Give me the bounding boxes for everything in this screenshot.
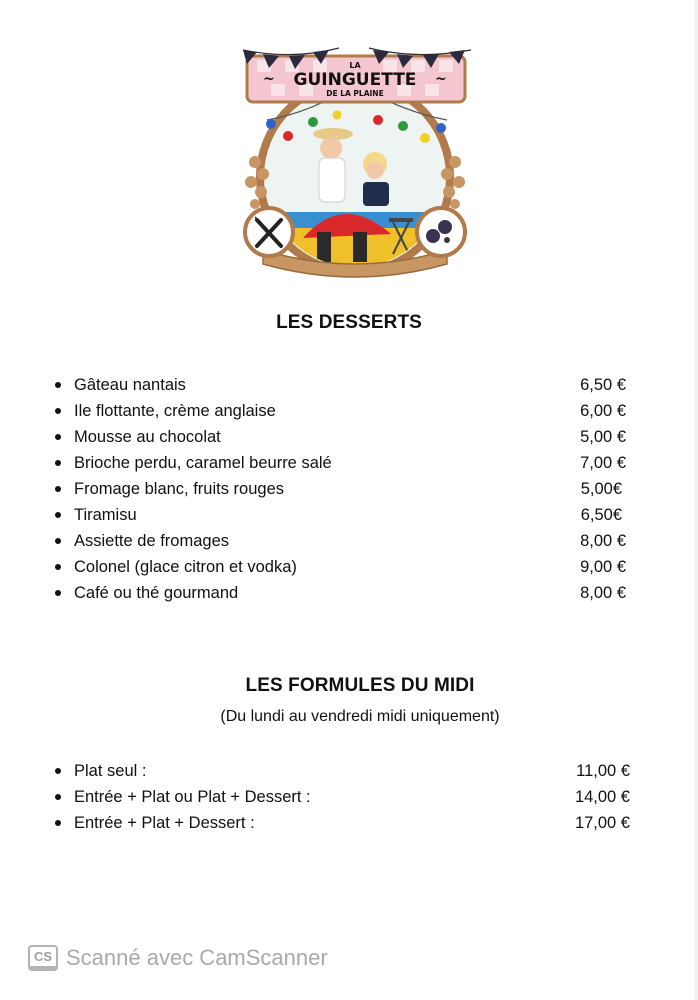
camscanner-watermark	[28, 945, 328, 971]
item-name: Tiramisu	[74, 506, 137, 524]
desserts-title: LES DESSERTS	[276, 312, 422, 333]
bullet-icon	[55, 590, 61, 596]
item-price: 6,50 €	[580, 376, 626, 394]
menu-item	[52, 554, 632, 580]
logo-line2: GUINGUETTE	[293, 70, 417, 90]
desserts-list	[52, 372, 632, 606]
bullet-icon	[55, 486, 61, 492]
bullet-icon	[55, 564, 61, 570]
item-name: Colonel (glace citron et vodka)	[74, 558, 297, 576]
item-name: Ile flottante, crème anglaise	[74, 402, 276, 420]
item-name: Entrée + Plat + Dessert :	[74, 814, 255, 832]
item-name: Assiette de fromages	[74, 532, 229, 550]
item-price: 5,00 €	[580, 428, 626, 446]
item-name: Mousse au chocolat	[74, 428, 221, 446]
item-name: Plat seul :	[74, 762, 147, 780]
formules-subtitle: (Du lundi au vendredi midi uniquement)	[220, 708, 500, 725]
item-price: 17,00 €	[574, 814, 630, 832]
bullet-icon	[55, 512, 61, 518]
menu-item	[52, 784, 636, 810]
menu-item	[52, 372, 632, 398]
menu-item	[52, 502, 632, 528]
item-name: Fromage blanc, fruits rouges	[74, 480, 285, 498]
bullet-icon	[55, 794, 61, 800]
menu-item	[52, 398, 632, 424]
menu-item	[52, 450, 632, 476]
item-price: 9,00 €	[580, 558, 626, 576]
formules-list	[52, 758, 636, 836]
formules-title: LES FORMULES DU MIDI	[245, 675, 475, 696]
menu-item	[52, 528, 632, 554]
fork-knife-icon	[245, 208, 293, 256]
item-price: 14,00 €	[574, 788, 630, 806]
watermark-text: Scanné avec CamScanner	[66, 945, 328, 970]
bullet-icon	[55, 768, 61, 774]
menu-item	[52, 424, 632, 450]
item-price: 6,50€	[580, 506, 622, 524]
petanque-balls-icon	[417, 208, 465, 256]
bullet-icon	[55, 382, 61, 388]
item-price: 5,00€	[580, 480, 622, 498]
item-price: 6,00 €	[580, 402, 626, 420]
menu-item	[52, 810, 636, 836]
bullet-icon	[55, 434, 61, 440]
item-name: Gâteau nantais	[74, 376, 186, 394]
bullet-icon	[55, 820, 61, 826]
bullet-icon	[55, 408, 61, 414]
item-price: 8,00 €	[580, 584, 626, 602]
bullet-icon	[55, 460, 61, 466]
item-name: Café ou thé gourmand	[74, 584, 239, 602]
logo-line1: LA	[349, 61, 361, 70]
item-price: 7,00 €	[580, 454, 626, 472]
logo-line3: DE LA PLAINE	[326, 89, 384, 98]
menu-item	[52, 476, 632, 502]
item-price: 11,00 €	[576, 762, 630, 780]
item-name: Entrée + Plat ou Plat + Dessert :	[74, 788, 311, 806]
menu-item	[52, 580, 632, 606]
guinguette-logo	[233, 42, 478, 278]
menu-item	[52, 758, 636, 784]
svg-text:~: ~	[435, 71, 447, 87]
item-name: Brioche perdu, caramel beurre salé	[74, 454, 332, 472]
camscanner-logo-icon: CS	[28, 945, 58, 971]
bullet-icon	[55, 538, 61, 544]
item-price: 8,00 €	[580, 532, 626, 550]
svg-text:~: ~	[263, 71, 275, 87]
